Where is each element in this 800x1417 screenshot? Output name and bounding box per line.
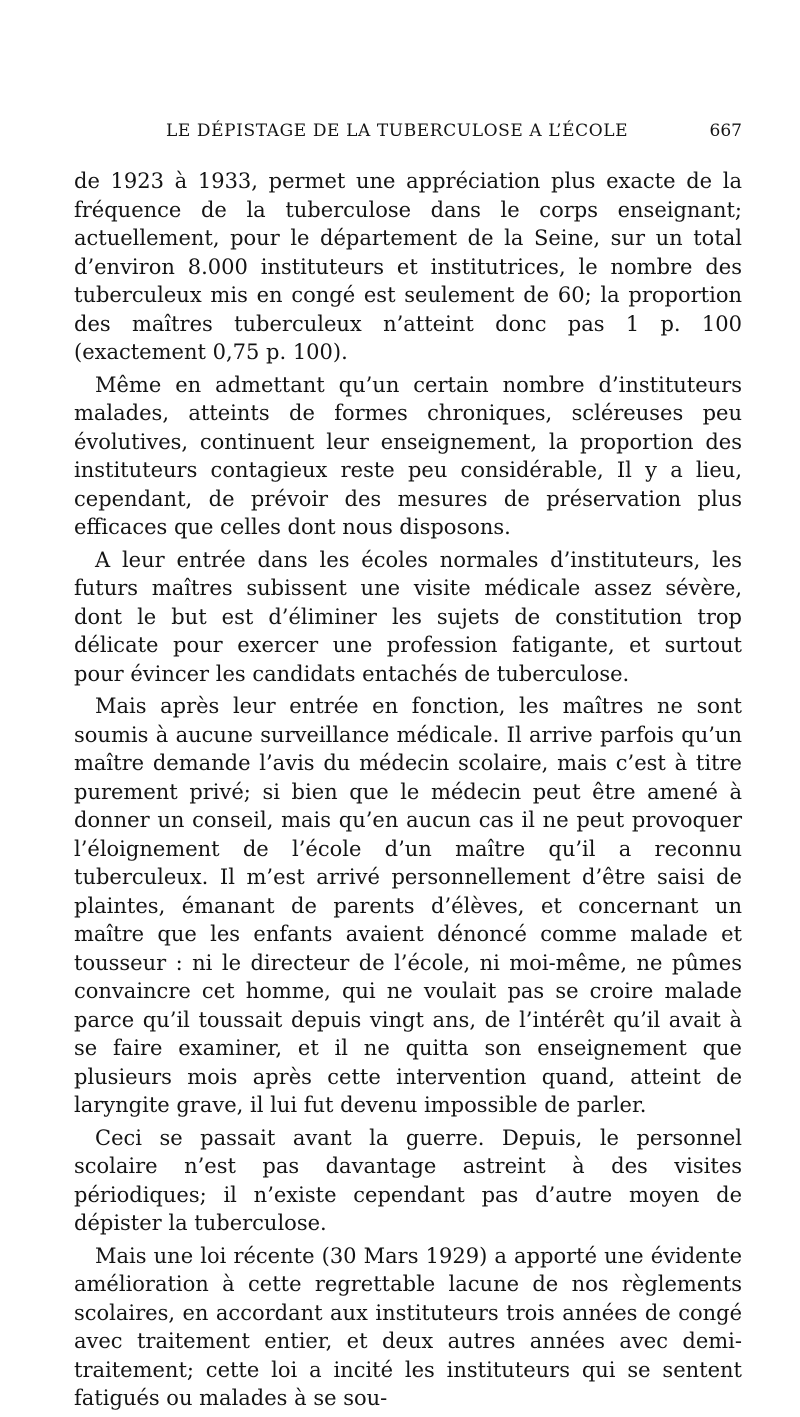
running-title: LE DÉPISTAGE DE LA TUBERCULOSE A L’ÉCOLE	[166, 121, 629, 141]
paragraph-normal-schools: A leur entrée dans les écoles normales d’instituteurs, les futurs maîtres subissent une visite médicale assez sévère, dont le but est d’éliminer les sujets de constitution trop délicate pour exercer une profession fatigante, et surtout pour évincer les candidats entachés de tuberculose.	[74, 547, 742, 686]
paragraph-before-war: Ceci se passait avant la guerre. Depuis, le personnel scolaire n’est pas davantage astreint à des visites périodiques; il n’existe cependant pas d’autre moyen de dépister la tuberculose.	[74, 1125, 742, 1235]
running-header	[74, 121, 742, 151]
page-number: 667	[709, 121, 742, 141]
paragraph-contagious-teachers: Même en admettant qu’un certain nombre d’instituteurs malades, atteints de formes chroniques, scléreuses peu évolutives, continuent leur enseignement, la proportion des instituteurs contagieux reste peu considérable, Il y a lieu, cependant, de prévoir des mesures de préservation plus efficaces que celles dont nous disposons.	[74, 372, 742, 539]
body-text	[74, 167, 742, 1417]
paragraph-new-law: Mais une loi récente (30 Mars 1929) a apporté une évidente amélioration à cette regrettable lacune de nos règlements scolaires, en accordant aux instituteurs trois années de congé avec traitement entier, et deux autres années avec demi-traitement; cette loi a incité les instituteurs qui se sentent fatigués ou malades à se sou-	[74, 1243, 742, 1410]
paragraph-no-surveillance: Mais après leur entrée en fonction, les maîtres ne sont soumis à aucune surveillance médicale. Il arrive parfois qu’un maître demande l’avis du médecin scolaire, mais c’est à titre purement privé; si bien que le médecin peut être amené à donner un conseil, mais qu’en aucun cas il ne peut provoquer l’éloignement de l’école d’un maître qu’il a reconnu tuberculeux. Il m’est arrivé personnellement d’être saisi de plaintes, émanant de parents d’élèves, et concernant un maître que les enfants avaient dénoncé comme malade et tousseur : ni le directeur de l’école, ni moi-même, ne pûmes convaincre cet homme, qui ne voulait pas se croire malade parce qu’il toussait depuis vingt ans, de l’intérêt qu’il avait à se faire examiner, et il ne quitta son enseignement que plusieurs mois après cette intervention quand, atteint de laryngite grave, il lui fut devenu impossible de parler.	[74, 694, 742, 1117]
paragraph-continuation: de 1923 à 1933, permet une appréciation plus exacte de la fréquence de la tuberculose dans le corps enseignant; actuellement, pour le département de la Seine, sur un total d’environ 8.000 instituteurs et institutrices, le nombre des tuberculeux mis en congé est seulement de 60; la proportion des maîtres tuberculeux n’atteint donc pas 1 p. 100 (exactement 0,75 p. 100).	[74, 169, 742, 364]
